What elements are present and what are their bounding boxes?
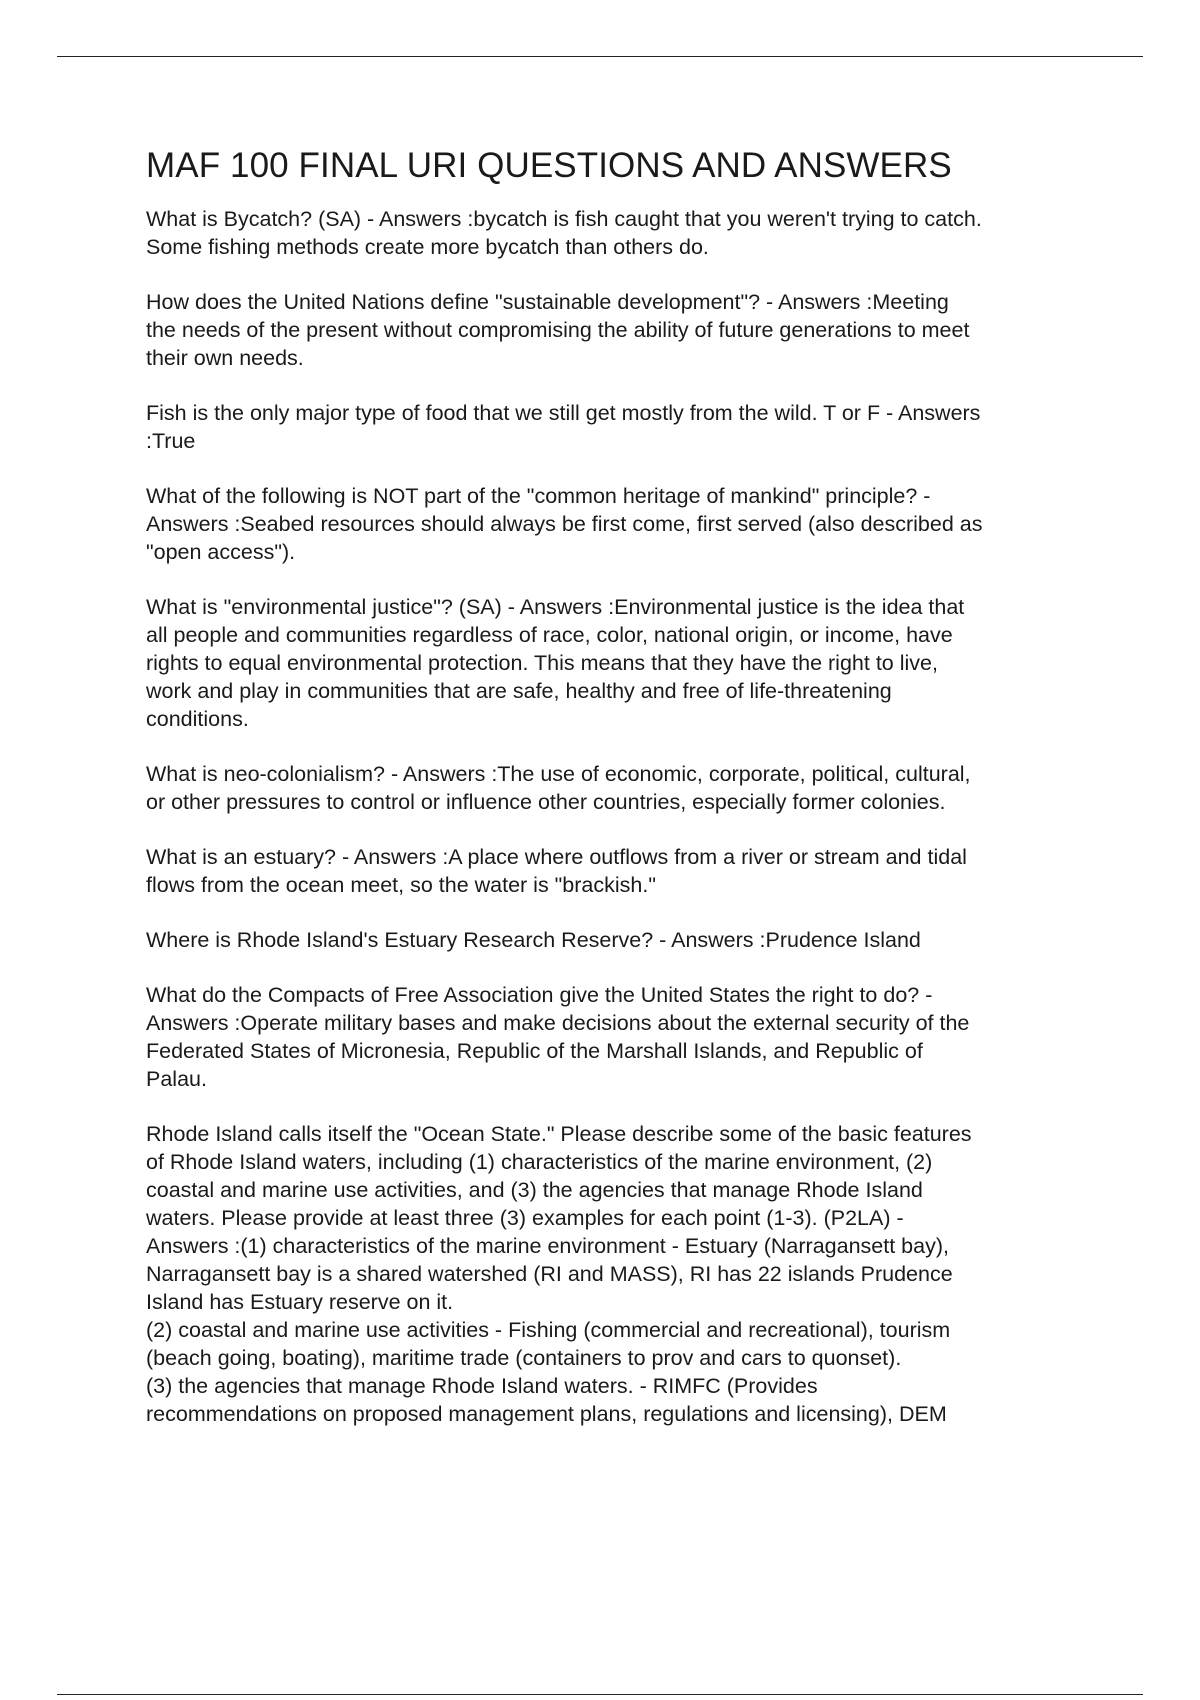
bottom-rule: [57, 1694, 1143, 1695]
top-rule: [57, 56, 1143, 57]
qa-entry-common-heritage: What of the following is NOT part of the "common heritage of mankind" principle? - Answers :Seabed resources should always be first come, first served (also described as "open access").: [146, 484, 983, 564]
qa-entry-ocean-state: Rhode Island calls itself the "Ocean State." Please describe some of the basic features of Rhode Island waters, including (1) characteristics of the marine environment, (2) coastal and marine use activities, and (3) the agencies that manage Rhode Island waters. Please provide at least three (3) examples for each point (1-3). (P2LA) - Answers :(1) characteristics of the marine environment - Estuary (Narragansett bay), Narragansett bay is a shared watershed (RI and MASS), RI has 22 islands Prudence Island has Estuary reserve on it. (2) coastal and marine use activities - Fishing (commercial and recreational), tourism (beach going, boating), maritime trade (containers to prov and cars to quonset). (3) the agencies that manage Rhode Island waters. - RIMFC (Provides recommendations on proposed management plans, regulations and licensing), DEM: [146, 1122, 972, 1426]
qa-entry-environmental-justice: What is "environmental justice"? (SA) - Answers :Environmental justice is the idea that all people and communities regardless of race, color, national origin, or income, have rights to equal environmental protection. This means that they have the right to live, work and play in communities that are safe, healthy and free of life-threatening conditions.: [146, 595, 965, 731]
qa-entry-fish-wild: Fish is the only major type of food that we still get mostly from the wild. T or F - Answers :True: [146, 401, 981, 453]
document-title: MAF 100 FINAL URI QUESTIONS AND ANSWERS: [146, 146, 952, 185]
qa-entry-estuary: What is an estuary? - Answers :A place where outflows from a river or stream and tidal flows from the ocean meet, so the water is "brackish.": [146, 845, 967, 897]
qa-entry-neo-colonialism: What is neo-colonialism? - Answers :The use of economic, corporate, political, cultural, or other pressures to control or influence other countries, especially former colonies.: [146, 762, 971, 814]
qa-entry-bycatch: What is Bycatch? (SA) - Answers :bycatch is fish caught that you weren't trying to catch. Some fishing methods create more bycatch than others do.: [146, 207, 982, 259]
qa-entry-sustainable-development: How does the United Nations define "sustainable development"? - Answers :Meeting the needs of the present without compromising the ability of future generations to meet their own needs.: [146, 290, 970, 370]
qa-entry-research-reserve: Where is Rhode Island's Estuary Research Reserve? - Answers :Prudence Island: [146, 928, 921, 952]
qa-entry-compacts-free-association: What do the Compacts of Free Association give the United States the right to do? - Answers :Operate military bases and make decisions about the external security of the Federated States of Micronesia, Republic of the Marshall Islands, and Republic of Palau.: [146, 983, 970, 1091]
document-page: [146, 145, 1096, 1455]
